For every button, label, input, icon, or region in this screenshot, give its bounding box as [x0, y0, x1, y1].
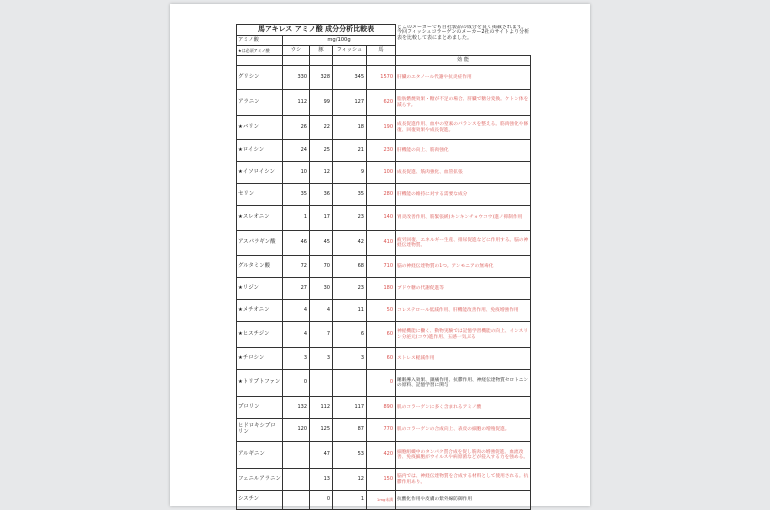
effect-text: 肝臓のエタノール代謝や抗炎症作用 [396, 66, 531, 90]
amino-acid-name: ★リジン [237, 278, 283, 300]
value-fish: 9 [333, 162, 367, 184]
value-cow [283, 491, 310, 510]
table-row [237, 442, 531, 469]
amino-acid-name: グリシン [237, 66, 283, 90]
table-row [237, 322, 531, 348]
document-page [170, 4, 590, 506]
amino-acid-name: ★ロイシン [237, 140, 283, 162]
effect-text: 肌のコラーゲンの合成向上、表皮の細胞の増殖促進。 [396, 419, 531, 442]
amino-acid-name: アスパラギン酸 [237, 231, 283, 256]
value-pig: 45 [310, 231, 333, 256]
table-row [237, 370, 531, 397]
value-cow: 0 [283, 370, 310, 397]
table-row [237, 419, 531, 442]
value-fish [333, 370, 367, 397]
amino-acid-name: プロリン [237, 397, 283, 419]
header-cow: ウシ [283, 46, 310, 56]
value-fish: 127 [333, 90, 367, 116]
header-effect: 効 能 [396, 56, 531, 66]
value-horse: 890 [367, 397, 396, 419]
amino-acid-name: ★スレオニン [237, 206, 283, 231]
value-horse: 50 [367, 300, 396, 322]
value-horse: 140 [367, 206, 396, 231]
value-horse: 0 [367, 370, 396, 397]
value-horse: 230 [367, 140, 396, 162]
value-pig: 328 [310, 66, 333, 90]
value-horse: 1570 [367, 66, 396, 90]
value-horse: 410 [367, 231, 396, 256]
value-horse: 620 [367, 90, 396, 116]
value-cow: 1 [283, 206, 310, 231]
amino-acid-name: グルタミン酸 [237, 256, 283, 278]
value-pig: 99 [310, 90, 333, 116]
value-fish: 3 [333, 348, 367, 370]
effect-text: 脳内では、神経伝達物質を合成する材料として使用される。抗鬱作用あり。 [396, 469, 531, 491]
value-pig: 7 [310, 322, 333, 348]
effect-text: 脂肪燃焼効果・糖が不足の場合、肝臓で糖分変換。ケトン体を減らす。 [396, 90, 531, 116]
table-row [237, 348, 531, 370]
table-row [237, 140, 531, 162]
value-pig: 17 [310, 206, 333, 231]
amino-acid-name: ★バリン [237, 116, 283, 140]
amino-acid-name: フェニルアラニン [237, 469, 283, 491]
value-horse: 770 [367, 419, 396, 442]
effect-text: 肝機能の向上、筋肉強化 [396, 140, 531, 162]
value-horse: 1mg未満 [367, 491, 396, 510]
effect-text: 成長促進作用、血中の窒素のバランスを整える。筋肉強化や修復、回復効果や成長促進。 [396, 116, 531, 140]
table-row [237, 116, 531, 140]
value-fish: 12 [333, 469, 367, 491]
value-pig: 30 [310, 278, 333, 300]
table-row [237, 300, 531, 322]
amino-acid-name: シスチン [237, 491, 283, 510]
value-horse: 180 [367, 278, 396, 300]
table-title: 馬アキレス アミノ酸 成分分析比較表 [237, 25, 396, 36]
value-horse: 280 [367, 184, 396, 206]
effect-text: 抗酸化作用や皮膚の紫外線防御作用 [396, 491, 531, 510]
essential-note: ★は必須アミノ酸 [237, 46, 283, 56]
amino-acid-name: ★ヒスチジン [237, 322, 283, 348]
value-pig: 125 [310, 419, 333, 442]
value-pig [310, 370, 333, 397]
value-fish: 6 [333, 322, 367, 348]
table-row [237, 278, 531, 300]
amino-acid-name: アラニン [237, 90, 283, 116]
value-pig: 0 [310, 491, 333, 510]
effect-text: 肌のコラーゲンに多く含まれるアミノ酸 [396, 397, 531, 419]
value-pig: 36 [310, 184, 333, 206]
effect-text: 疲労回復、エネルギー生産、排尿促進などに作用する。脳の神経伝達物質。 [396, 231, 531, 256]
value-cow: 132 [283, 397, 310, 419]
effect-text: 成長促進、筋肉強化、血管拡張 [396, 162, 531, 184]
effect-text: 肝機能の維持に対する需要な成分 [396, 184, 531, 206]
amino-acid-name: ★メチオニン [237, 300, 283, 322]
value-pig: 25 [310, 140, 333, 162]
table-row [237, 90, 531, 116]
amino-acid-table [236, 24, 531, 510]
header-horse: 馬 [367, 46, 396, 56]
value-pig: 22 [310, 116, 333, 140]
amino-acid-name: ★イソロイシン [237, 162, 283, 184]
effect-text: 胃炎改善作用、筋緊張緩(キンキンチョウコウ)進ノ抑制作用 [396, 206, 531, 231]
value-fish: 68 [333, 256, 367, 278]
value-fish: 23 [333, 278, 367, 300]
value-fish: 35 [333, 184, 367, 206]
value-fish: 11 [333, 300, 367, 322]
intro-text: どこのメーカーでも自社製品の成分を良く掲載されます。今回フィッシュコラーゲンのメーカー2社のサイトより分析表を比較して表にまとめました。 [397, 24, 530, 41]
value-pig: 112 [310, 397, 333, 419]
value-cow: 4 [283, 322, 310, 348]
header-fish: フィッシュ [333, 46, 367, 56]
value-pig: 4 [310, 300, 333, 322]
value-cow: 120 [283, 419, 310, 442]
table-row [237, 162, 531, 184]
value-pig: 3 [310, 348, 333, 370]
amino-acid-name: アルギニン [237, 442, 283, 469]
table-row [237, 231, 531, 256]
effect-text: ストレス軽減作用 [396, 348, 531, 370]
value-cow: 10 [283, 162, 310, 184]
value-cow: 26 [283, 116, 310, 140]
amino-acid-name: セリン [237, 184, 283, 206]
effect-text: ブドウ糖の代謝促進等 [396, 278, 531, 300]
header-unit: mg/100g [283, 36, 396, 46]
value-fish: 1 [333, 491, 367, 510]
header-pig: 豚 [310, 46, 333, 56]
value-horse: 190 [367, 116, 396, 140]
value-horse: 100 [367, 162, 396, 184]
value-horse: 710 [367, 256, 396, 278]
value-cow: 35 [283, 184, 310, 206]
effect-text: 脳の神経伝達物質の1つ。アンモニアの無毒化 [396, 256, 531, 278]
table-row [237, 491, 531, 510]
table-row [237, 469, 531, 491]
table-row [237, 184, 531, 206]
value-cow: 46 [283, 231, 310, 256]
value-fish: 21 [333, 140, 367, 162]
table-row [237, 206, 531, 231]
value-horse: 420 [367, 442, 396, 469]
value-cow: 4 [283, 300, 310, 322]
effect-text: 睡眠導入効果、鎮痛作用、抗鬱作用、神経伝達物質セロトニンの原料、記憶学習に関与 [396, 370, 531, 397]
value-horse: 150 [367, 469, 396, 491]
value-fish: 42 [333, 231, 367, 256]
header-amino-acid: アミノ酸 [237, 36, 283, 46]
value-horse: 60 [367, 348, 396, 370]
value-fish: 18 [333, 116, 367, 140]
value-pig: 13 [310, 469, 333, 491]
table-row [237, 256, 531, 278]
value-horse: 60 [367, 322, 396, 348]
value-cow: 330 [283, 66, 310, 90]
value-pig: 70 [310, 256, 333, 278]
effect-text: コレステロール低減作用、肝機能改善作用、免疫増強作用 [396, 300, 531, 322]
value-pig: 12 [310, 162, 333, 184]
value-fish: 23 [333, 206, 367, 231]
value-cow [283, 442, 310, 469]
value-cow: 3 [283, 348, 310, 370]
amino-acid-name: ヒドロキシプロリン [237, 419, 283, 442]
value-cow: 112 [283, 90, 310, 116]
value-fish: 117 [333, 397, 367, 419]
table-row [237, 66, 531, 90]
value-cow: 24 [283, 140, 310, 162]
table-row [237, 397, 531, 419]
value-fish: 345 [333, 66, 367, 90]
value-fish: 53 [333, 442, 367, 469]
amino-acid-name: ★トリプトファン [237, 370, 283, 397]
value-cow: 27 [283, 278, 310, 300]
value-pig: 47 [310, 442, 333, 469]
value-cow: 72 [283, 256, 310, 278]
value-cow [283, 469, 310, 491]
value-fish: 87 [333, 419, 367, 442]
amino-acid-name: ★チロシン [237, 348, 283, 370]
effect-text: 細胞組織中のタンパク質合成を促し筋肉の増強促進、血流改善、免疫細胞がウイルスや病原菌などが侵入する力を強める。 [396, 442, 531, 469]
effect-text: 神経機能に働く、動物実験では記憶学習機能の向上、インスリン分泌元(コウ)進作用、五感一気ぶる [396, 322, 531, 348]
